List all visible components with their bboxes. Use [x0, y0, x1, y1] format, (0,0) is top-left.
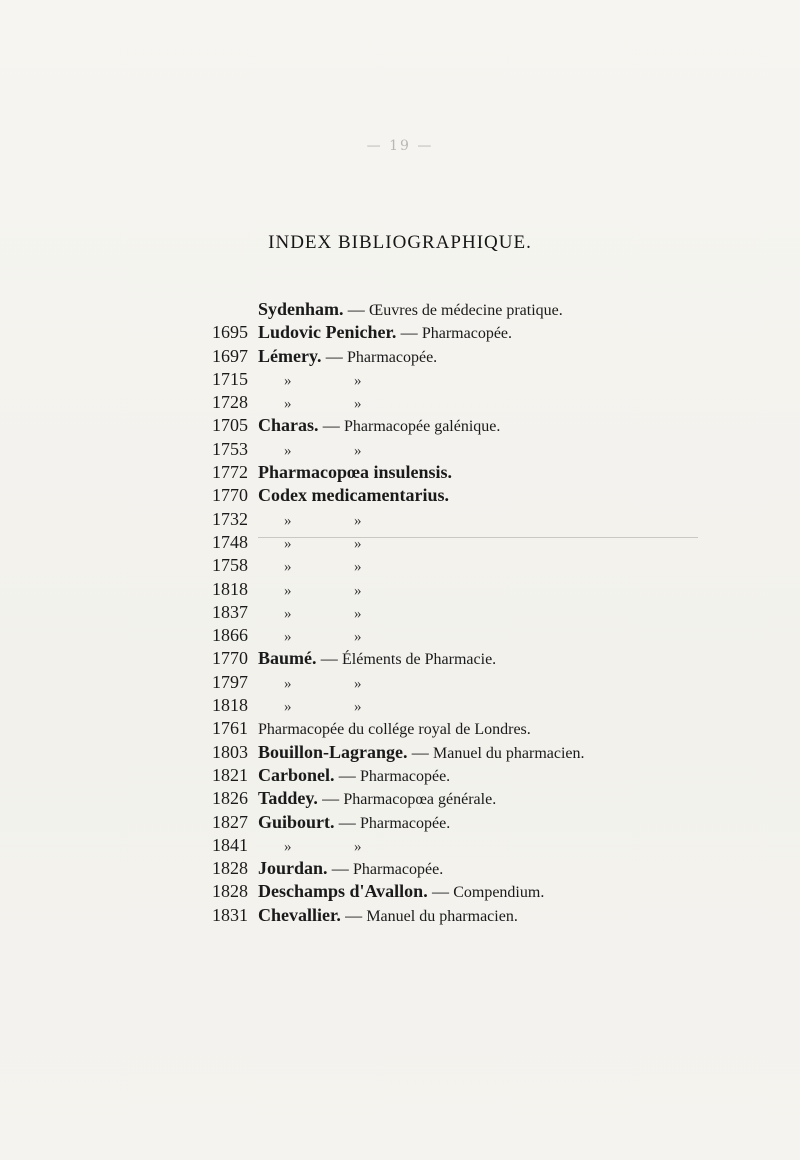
ditto-mark: » — [284, 699, 292, 716]
entry-year: 1761 — [212, 718, 248, 739]
bibliography-entry — [212, 578, 652, 601]
ditto-mark: » — [354, 442, 362, 459]
bibliography-entry — [212, 601, 652, 624]
entry-year: 1826 — [212, 788, 248, 809]
bibliography-entry — [212, 624, 652, 647]
entry-separator: — — [340, 905, 367, 925]
ditto-mark: » — [284, 605, 292, 622]
entry-work: Œuvres de médecine pratique. — [369, 302, 563, 319]
bibliography-entry — [212, 508, 652, 531]
bibliography-entry — [212, 787, 652, 810]
bibliography-entry — [212, 694, 652, 717]
entry-separator: — — [321, 346, 347, 366]
ditto-mark: » — [354, 372, 362, 389]
entry-year: 1818 — [212, 695, 248, 716]
entry-year: 1758 — [212, 555, 248, 576]
bibliography-entry — [212, 345, 652, 368]
entry-year: 1827 — [212, 811, 248, 832]
bibliography-list — [212, 298, 652, 927]
entry-author: Jourdan. — [258, 858, 328, 879]
bibliography-entry — [212, 368, 652, 391]
bibliography-entry — [212, 834, 652, 857]
bibliography-entry — [212, 438, 652, 461]
bibliography-entry — [212, 554, 652, 577]
ditto-mark: » — [284, 396, 292, 413]
bibliography-entry — [212, 531, 652, 554]
entry-year: 1866 — [212, 625, 248, 646]
entry-year: 1837 — [212, 601, 248, 622]
ditto-mark: » — [354, 396, 362, 413]
entry-work: Pharmacopée. — [360, 767, 451, 785]
ditto-mark: » — [354, 582, 362, 599]
ditto-mark: » — [284, 675, 292, 692]
entry-year: 1770 — [212, 485, 248, 506]
entry-author: Baumé. — [258, 648, 317, 669]
entry-work: Pharmacopœa générale. — [343, 791, 497, 809]
ditto-mark: » — [284, 582, 292, 599]
entry-work: Pharmacopée. — [421, 325, 513, 343]
entry-separator: — — [327, 859, 354, 879]
entry-year: 1803 — [212, 741, 248, 762]
ditto-mark: » — [284, 512, 292, 529]
bibliography-entry — [212, 857, 652, 880]
ditto-mark: » — [284, 372, 292, 389]
entry-author: Sydenham. — [258, 299, 344, 319]
bibliography-entry — [212, 321, 652, 344]
entry-work: Pharmacopée. — [360, 814, 451, 832]
entry-year: 1821 — [212, 764, 248, 785]
bibliography-entry — [212, 880, 652, 903]
ditto-mark: » — [354, 838, 362, 855]
ditto-mark: » — [284, 442, 292, 459]
entry-work: Éléments de Pharmacie. — [342, 651, 497, 669]
ditto-mark: » — [354, 559, 362, 576]
ditto-mark: » — [284, 535, 292, 552]
entry-separator: — — [407, 742, 434, 762]
entry-work: Manuel du pharmacien. — [433, 744, 585, 762]
entry-year: 1828 — [212, 881, 248, 902]
entry-year: 1695 — [212, 322, 248, 343]
entry-author: Codex medicamentarius. — [258, 485, 449, 506]
entry-separator: — — [343, 300, 370, 319]
bibliography-entry — [212, 647, 652, 670]
bibliography-entry — [212, 298, 652, 321]
entry-author: Guibourt. — [258, 811, 335, 832]
entry-author: Lémery. — [258, 345, 322, 366]
entry-author: Pharmacopœa insulensis. — [258, 462, 453, 483]
ditto-mark: » — [284, 629, 292, 646]
entry-year: 1818 — [212, 578, 248, 599]
entry-year: 1715 — [212, 368, 248, 389]
entry-year: 1732 — [212, 508, 248, 529]
entry-author: Ludovic Penicher. — [258, 322, 397, 343]
entry-separator: — — [316, 649, 342, 669]
ditto-mark: » — [354, 629, 362, 646]
bibliography-entry — [212, 811, 652, 834]
entry-year: 1831 — [212, 904, 248, 925]
ditto-mark: » — [354, 675, 362, 692]
bibliography-entry — [212, 461, 652, 484]
entry-year: 1697 — [212, 345, 248, 366]
entry-year: 1828 — [212, 858, 248, 879]
bibliography-entry — [212, 414, 652, 437]
entry-year: 1748 — [212, 531, 248, 552]
ditto-mark: » — [354, 535, 362, 552]
entry-work: Pharmacopée du collége royal de Londres. — [258, 721, 531, 739]
entry-author: Charas. — [258, 415, 319, 436]
entry-work: Manuel du pharmacien. — [366, 907, 518, 925]
entry-separator: — — [334, 765, 360, 785]
entry-author: Deschamps d'Avallon. — [258, 881, 428, 902]
entry-year: 1728 — [212, 392, 248, 413]
entry-separator: — — [317, 789, 344, 809]
bibliography-entry — [212, 717, 652, 740]
ditto-mark: » — [354, 512, 362, 529]
ditto-mark: » — [284, 559, 292, 576]
entry-year: 1705 — [212, 415, 248, 436]
entry-work: Compendium. — [453, 884, 545, 902]
ditto-mark: » — [354, 699, 362, 716]
bibliography-entry — [212, 741, 652, 764]
bibliography-entry — [212, 764, 652, 787]
page-number: — 19 — — [366, 138, 434, 154]
entry-work: Pharmacopée. — [353, 861, 444, 879]
entry-separator: — — [334, 812, 361, 832]
entry-year: 1770 — [212, 648, 248, 669]
entry-year: 1841 — [212, 834, 248, 855]
entry-year: 1797 — [212, 671, 248, 692]
entry-author: Chevallier. — [258, 904, 341, 925]
ditto-mark: » — [354, 605, 362, 622]
bibliography-entry — [212, 484, 652, 507]
entry-author: Bouillon-Lagrange. — [258, 741, 408, 762]
entry-work: Pharmacopée galénique. — [344, 418, 501, 436]
entry-author: Taddey. — [258, 788, 318, 809]
bibliography-entry — [212, 391, 652, 414]
entry-separator: — — [396, 323, 422, 343]
bibliography-entry — [212, 671, 652, 694]
entry-separator: — — [318, 416, 345, 436]
entry-year: 1772 — [212, 462, 248, 483]
entry-author: Carbonel. — [258, 764, 335, 785]
entry-work: Pharmacopée. — [346, 348, 438, 366]
page-title: INDEX BIBLIOGRAPHIQUE. — [268, 232, 532, 253]
entry-year: 1753 — [212, 438, 248, 459]
bibliography-entry — [212, 904, 652, 927]
ditto-mark: » — [284, 838, 292, 855]
entry-separator: — — [427, 882, 454, 902]
